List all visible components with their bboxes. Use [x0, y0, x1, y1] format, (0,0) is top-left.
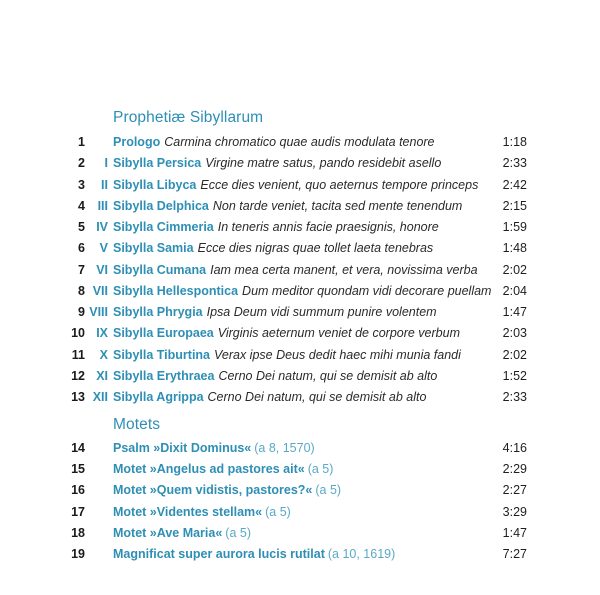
track-duration: 1:47 — [502, 525, 527, 540]
track-incipit: Cerno Dei natum, qui se demisit ab alto — [207, 390, 427, 404]
track-title — [113, 459, 498, 480]
track-number: 1 — [78, 135, 85, 149]
track-name: Sibylla Cumana — [113, 262, 207, 277]
track-name: Sibylla Tiburtina — [113, 347, 211, 362]
roman-numeral: VI — [96, 262, 108, 277]
track-number: 11 — [71, 347, 85, 362]
track-number: 17 — [71, 504, 85, 519]
track-duration: 1:48 — [502, 241, 527, 256]
track-number: 14 — [71, 441, 85, 455]
track-number: 16 — [71, 483, 85, 498]
track-name: Motet »Angelus ad pastores ait« — [113, 462, 305, 477]
track-row — [0, 132, 600, 153]
track-name: Magnificat super aurora lucis rutilat — [113, 547, 325, 561]
track-duration: 2:02 — [502, 262, 527, 277]
track-duration: 1:47 — [502, 305, 527, 319]
track-title — [113, 260, 498, 281]
track-duration: 2:42 — [502, 177, 527, 192]
track-title — [113, 345, 498, 366]
track-number: 6 — [78, 241, 85, 256]
track-row — [0, 366, 600, 387]
track-name: Psalm »Dixit Dominus« — [113, 441, 252, 455]
track-name: Prologo — [113, 135, 161, 149]
track-row — [0, 438, 600, 459]
track-voicing: (a 5) — [315, 483, 342, 498]
track-duration: 3:29 — [502, 504, 527, 519]
track-duration: 2:29 — [502, 462, 527, 477]
track-row — [0, 260, 600, 281]
track-title — [113, 387, 498, 408]
roman-numeral: IV — [96, 220, 108, 234]
track-duration: 1:52 — [502, 368, 527, 383]
track-incipit: Iam mea certa manent, et vera, novissima verba — [210, 262, 478, 277]
track-incipit: Ecce dies nigras quae tollet laeta tenebras — [197, 241, 434, 256]
track-title — [113, 523, 498, 544]
track-voicing: (a 5) — [225, 525, 251, 540]
track-voicing: (a 5) — [265, 504, 291, 519]
track-name: Sibylla Delphica — [113, 198, 209, 213]
track-voicing: (a 10, 1619) — [327, 547, 396, 561]
track-duration: 2:04 — [502, 283, 527, 298]
track-incipit: Carmina chromatico quae audis modulata tenore — [164, 135, 435, 149]
track-incipit: Virginis aeternum veniet de corpore verbum — [217, 326, 460, 341]
track-duration: 7:27 — [502, 547, 527, 561]
track-title — [113, 502, 498, 523]
track-title — [113, 302, 498, 323]
track-name: Sibylla Persica — [113, 156, 202, 171]
track-row — [0, 196, 600, 217]
track-name: Sibylla Hellespontica — [113, 283, 239, 298]
roman-numeral: X — [99, 347, 108, 362]
track-voicing: (a 8, 1570) — [254, 441, 315, 455]
track-title — [113, 366, 498, 387]
roman-numeral: III — [97, 198, 108, 213]
track-title — [113, 323, 498, 344]
track-title — [113, 544, 498, 565]
track-row — [0, 345, 600, 366]
roman-numeral: VII — [92, 283, 108, 298]
roman-numeral: II — [101, 177, 108, 192]
track-row — [0, 544, 600, 565]
track-incipit: Ipsa Deum vidi summum punire volentem — [206, 305, 437, 319]
roman-numeral: V — [99, 241, 108, 256]
track-incipit: Verax ipse Deus dedit haec mihi munia fandi — [214, 347, 461, 362]
track-title — [113, 438, 498, 459]
track-incipit: Non tarde veniet, tacita sed mente tenendum — [212, 198, 463, 213]
track-number: 5 — [78, 220, 85, 234]
track-name: Sibylla Agrippa — [113, 390, 204, 404]
track-title — [113, 238, 498, 259]
track-number: 18 — [71, 525, 85, 540]
track-number: 9 — [78, 305, 85, 319]
roman-numeral: VIII — [89, 305, 108, 319]
track-number: 3 — [78, 177, 85, 192]
track-duration: 2:27 — [502, 483, 527, 498]
track-incipit: Virgine matre satus, pando residebit asello — [205, 156, 442, 171]
track-incipit: In teneris annis facie praesignis, honore — [217, 220, 439, 234]
track-number: 4 — [78, 198, 85, 213]
track-voicing: (a 5) — [307, 462, 334, 477]
track-number: 7 — [78, 262, 85, 277]
track-title — [113, 132, 498, 153]
track-name: Motet »Ave Maria« — [113, 525, 223, 540]
track-name: Sibylla Europaea — [113, 326, 214, 341]
track-number: 8 — [78, 283, 85, 298]
track-title — [113, 217, 498, 238]
track-incipit: Cerno Dei natum, qui se demisit ab alto — [218, 368, 438, 383]
track-row — [0, 281, 600, 302]
track-incipit: Dum meditor quondam vidi decorare puellam — [242, 283, 492, 298]
track-number: 2 — [78, 156, 85, 171]
track-row — [0, 480, 600, 501]
track-number: 19 — [71, 547, 85, 561]
track-duration: 2:02 — [502, 347, 527, 362]
track-title — [113, 153, 498, 174]
roman-numeral: IX — [96, 326, 108, 341]
track-row — [0, 302, 600, 323]
section-heading-motets: Motets — [113, 416, 161, 433]
track-duration: 2:33 — [502, 390, 527, 404]
track-name: Sibylla Erythraea — [113, 368, 215, 383]
track-incipit: Ecce dies venient, quo aeternus tempore princeps — [200, 177, 479, 192]
track-name: Motet »Videntes stellam« — [113, 504, 263, 519]
track-duration: 4:16 — [502, 441, 527, 455]
track-name: Sibylla Cimmeria — [113, 220, 214, 234]
track-duration: 2:33 — [502, 156, 527, 171]
track-name: Sibylla Samia — [113, 241, 194, 256]
track-number: 12 — [71, 368, 85, 383]
track-row — [0, 387, 600, 408]
track-row — [0, 238, 600, 259]
track-duration: 2:03 — [502, 326, 527, 341]
roman-numeral: XII — [92, 390, 108, 404]
roman-numeral: I — [104, 156, 108, 171]
track-title — [113, 196, 498, 217]
track-row — [0, 175, 600, 196]
track-row — [0, 459, 600, 480]
track-name: Motet »Quem vidistis, pastores?« — [113, 483, 313, 498]
track-row — [0, 217, 600, 238]
track-number: 13 — [71, 390, 85, 404]
track-row — [0, 153, 600, 174]
roman-numeral: XI — [96, 368, 108, 383]
track-duration: 1:59 — [502, 220, 527, 234]
track-duration: 2:15 — [502, 198, 527, 213]
track-title — [113, 175, 498, 196]
track-row — [0, 323, 600, 344]
track-row — [0, 523, 600, 544]
track-title — [113, 281, 498, 302]
section-heading-prophetiae: Prophetiæ Sibyllarum — [113, 109, 264, 126]
track-row — [0, 502, 600, 523]
track-number: 15 — [71, 462, 85, 477]
track-duration: 1:18 — [502, 135, 527, 149]
track-name: Sibylla Phrygia — [113, 305, 203, 319]
track-name: Sibylla Libyca — [113, 177, 197, 192]
track-number: 10 — [71, 326, 85, 341]
track-title — [113, 480, 498, 501]
